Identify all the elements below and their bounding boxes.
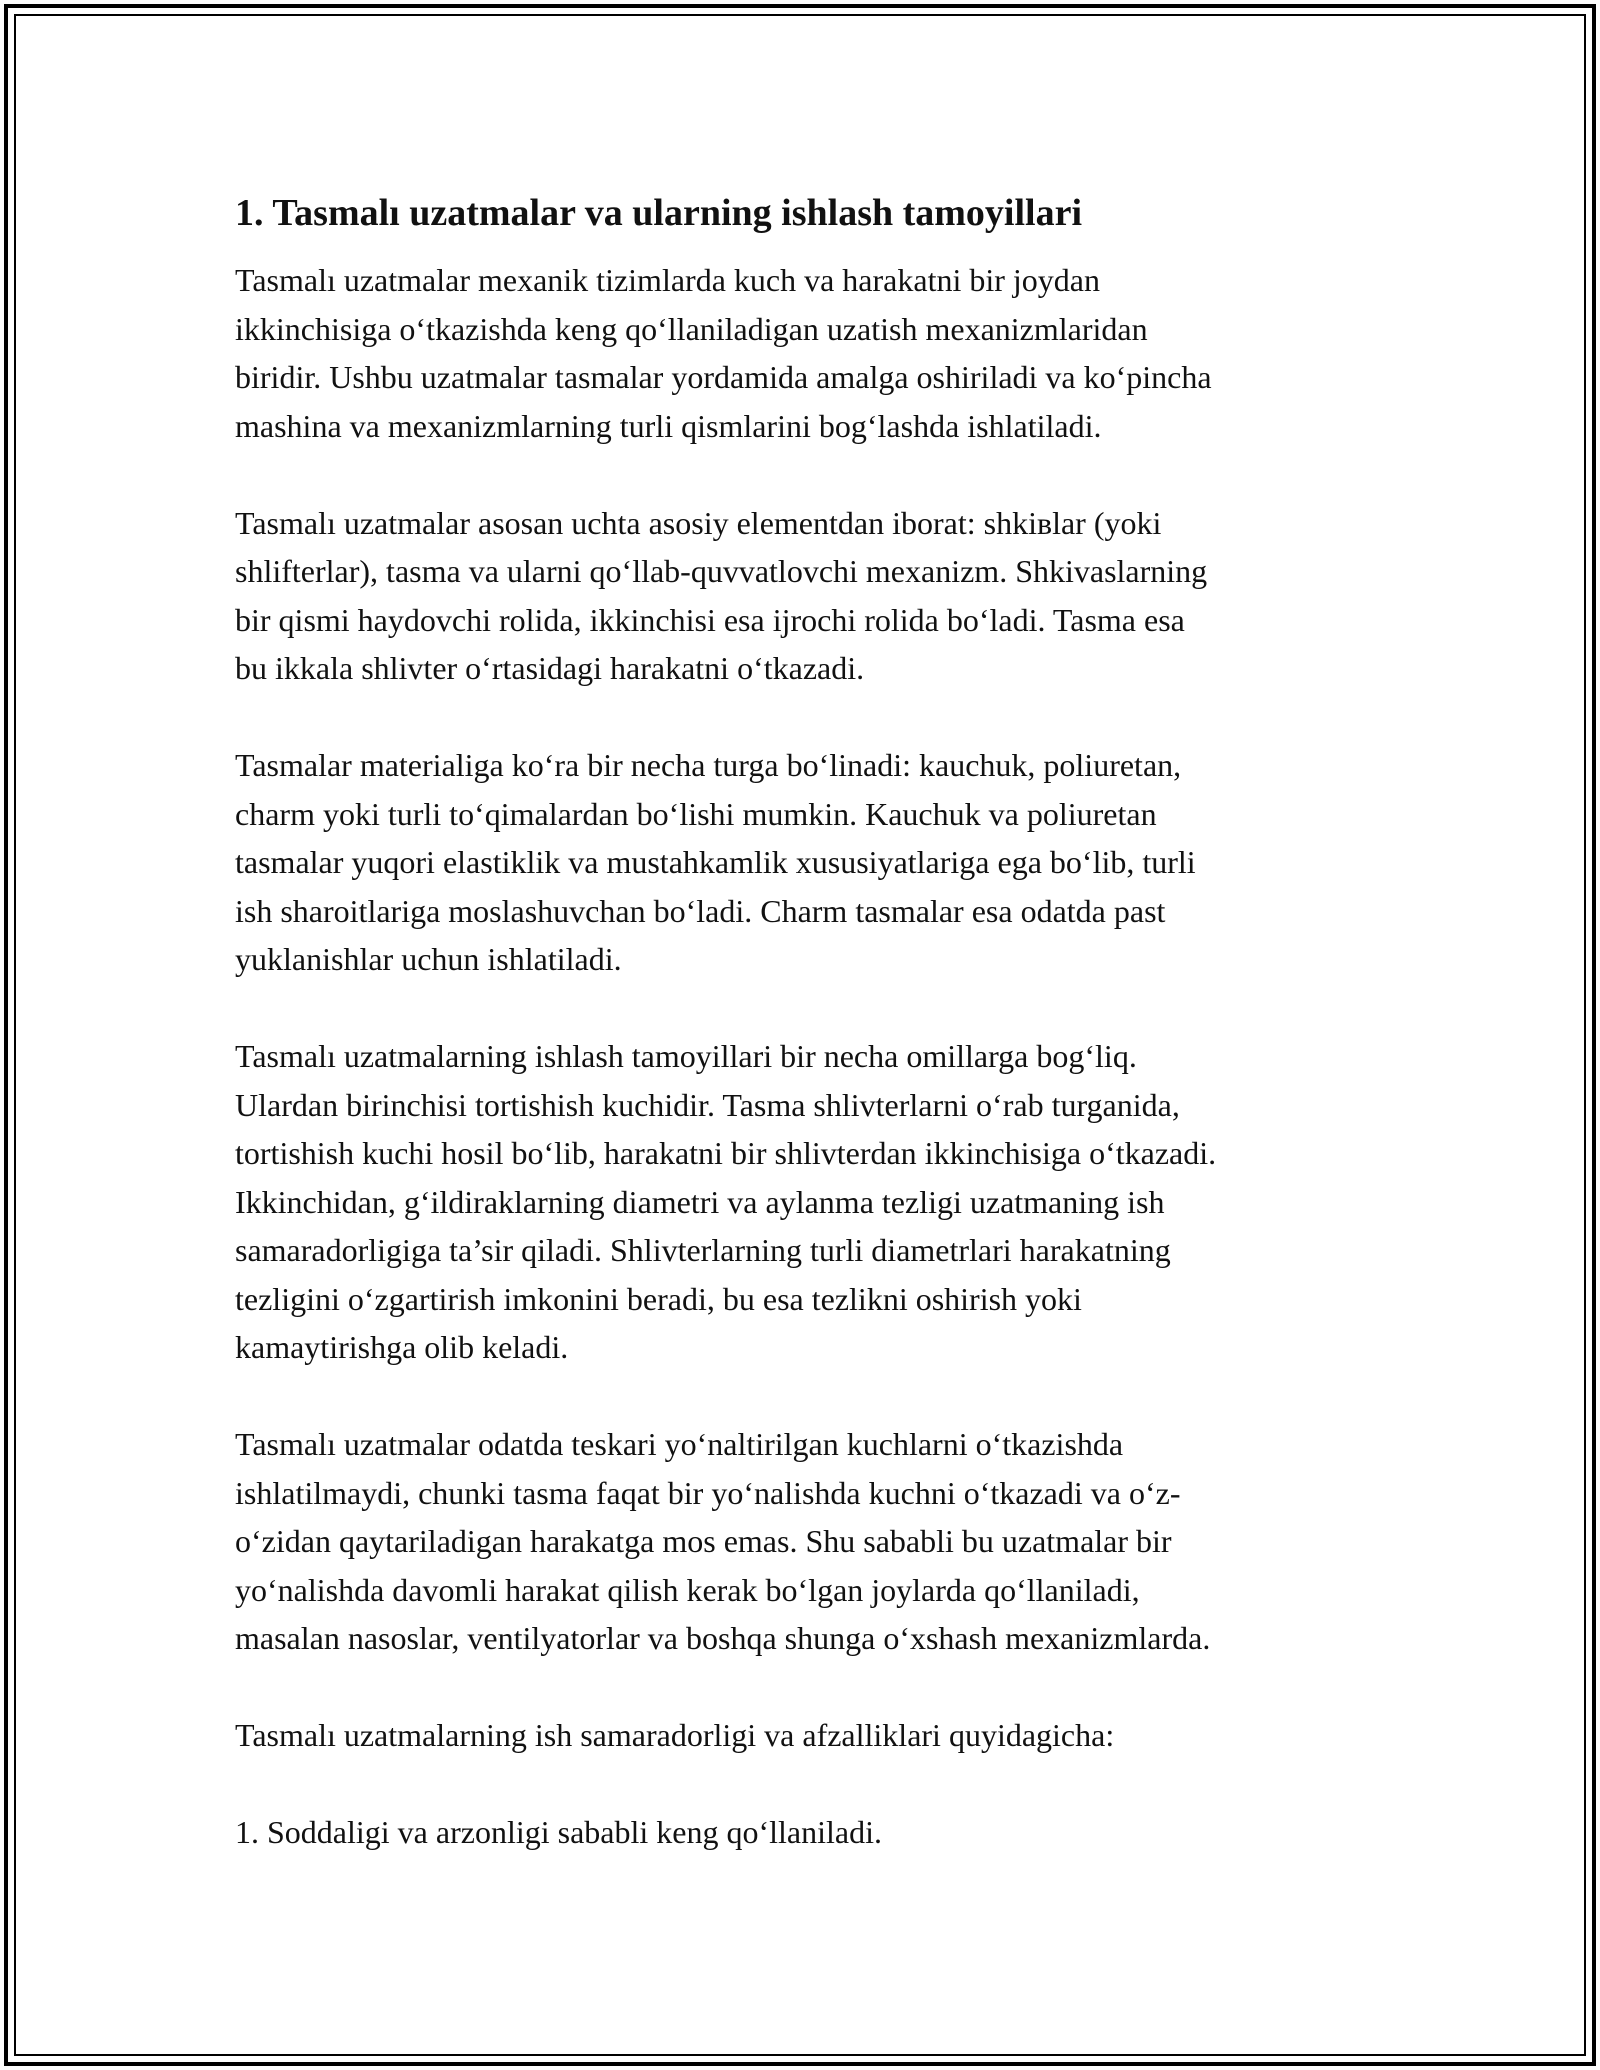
- paragraph-5: [235, 1420, 1375, 1663]
- section-heading: 1. Tasmalı uzatmalar va ularning ishlash tamoyillari: [235, 192, 1083, 234]
- paragraph-line: shlifterlar), tasma va ularni qo‘llab-quvvatlovchi mexanizm. Shkivaslarning: [235, 553, 1208, 589]
- paragraph-4: [235, 1032, 1375, 1372]
- paragraph-line: bu ikkala shlivter o‘rtasidagi harakatni o‘tkazadi.: [235, 650, 865, 686]
- paragraph-line: Tasmalı uzatmalarning ishlash tamoyillari bir necha omillarga bog‘liq.: [235, 1038, 1137, 1074]
- paragraph-line: ish sharoitlariga moslashuvchan bo‘ladi. Charm tasmalar esa odatda past: [235, 892, 1166, 929]
- document-content: [235, 188, 1375, 1905]
- paragraph-line: Ulardan birinchisi tortishish kuchidir. Tasma shlivterlarni o‘rab turganida,: [235, 1086, 1180, 1123]
- paragraph-line: ikkinchisiga o‘tkazishda keng qo‘llaniladigan uzatish mexanizmlaridan: [235, 310, 1148, 347]
- paragraph-3: [235, 741, 1375, 984]
- paragraph-line: Ikkinchidan, g‘ildiraklarning diametri va aylanma tezligi uzatmaning ish: [235, 1183, 1165, 1220]
- paragraph-line: tezligini o‘zgartirish imkonini beradi, bu esa tezlikni oshirish yoki: [235, 1280, 1082, 1317]
- paragraph-2: [235, 499, 1375, 693]
- list-item-line: 1. Soddaligi va arzonligi sababli keng qo‘llaniladi.: [235, 1814, 882, 1850]
- paragraph-line: charm yoki turli to‘qimalardan bo‘lishi mumkin. Kauchuk va poliuretan: [235, 795, 1157, 832]
- paragraph-line: samaradorligiga ta’sir qiladi. Shlivterlarning turli diametrlari harakatning: [235, 1232, 1171, 1268]
- paragraph-line: yo‘nalishda davomli harakat qilish kerak bo‘lgan joylarda qo‘llaniladi,: [235, 1571, 1140, 1608]
- paragraph-line: ishlatilmaydi, chunki tasma faqat bir yo‘nalishda kuchni o‘tkazadi va o‘z-: [235, 1474, 1181, 1511]
- paragraph-line: yuklanishlar uchun ishlatiladi.: [235, 941, 622, 977]
- paragraph-line: biridir. Ushbu uzatmalar tasmalar yordamida amalga oshiriladi va ko‘pincha: [235, 359, 1212, 395]
- paragraph-6: [235, 1711, 1375, 1760]
- paragraph-line: Tasmalı uzatmalarning ish samaradorligi va afzalliklari quyidagicha:: [235, 1717, 1115, 1753]
- paragraph-line: masalan nasoslar, ventilyatorlar va boshqa shunga o‘xshash mexanizmlarda.: [235, 1620, 1211, 1656]
- paragraph-1: [235, 256, 1375, 450]
- paragraph-line: tasmalar yuqori elastiklik va mustahkamlik xususiyatlariga ega bo‘lib, turli: [235, 844, 1196, 880]
- paragraph-line: o‘zidan qaytariladigan harakatga mos emas. Shu sababli bu uzatmalar bir: [235, 1523, 1172, 1559]
- list-item-1: [235, 1808, 1375, 1857]
- paragraph-line: Tasmalı uzatmalar mexanik tizimlarda kuch va harakatni bir joydan: [235, 262, 1100, 298]
- paragraph-line: mashina va mexanizmlarning turli qismlarini bog‘lashda ishlatiladi.: [235, 407, 1102, 444]
- paragraph-line: Tasmalı uzatmalar odatda teskari yo‘naltirilgan kuchlarni o‘tkazishda: [235, 1426, 1124, 1462]
- paragraph-line: bir qismi haydovchi rolida, ikkinchisi esa ijrochi rolida bo‘ladi. Tasma esa: [235, 601, 1185, 638]
- paragraph-line: Tasmalar materialiga ko‘ra bir necha turga bo‘linadi: kauchuk, poliuretan,: [235, 747, 1182, 783]
- paragraph-line: tortishish kuchi hosil bo‘lib, harakatni bir shlivterdan ikkinchisiga o‘tkazadi.: [235, 1135, 1217, 1171]
- paragraph-line: kamaytirishga olib keladi.: [235, 1329, 569, 1365]
- paragraph-line: Tasmalı uzatmalar asosan uchta asosiy elementdan iborat: shkiвlar (yoki: [235, 504, 1162, 541]
